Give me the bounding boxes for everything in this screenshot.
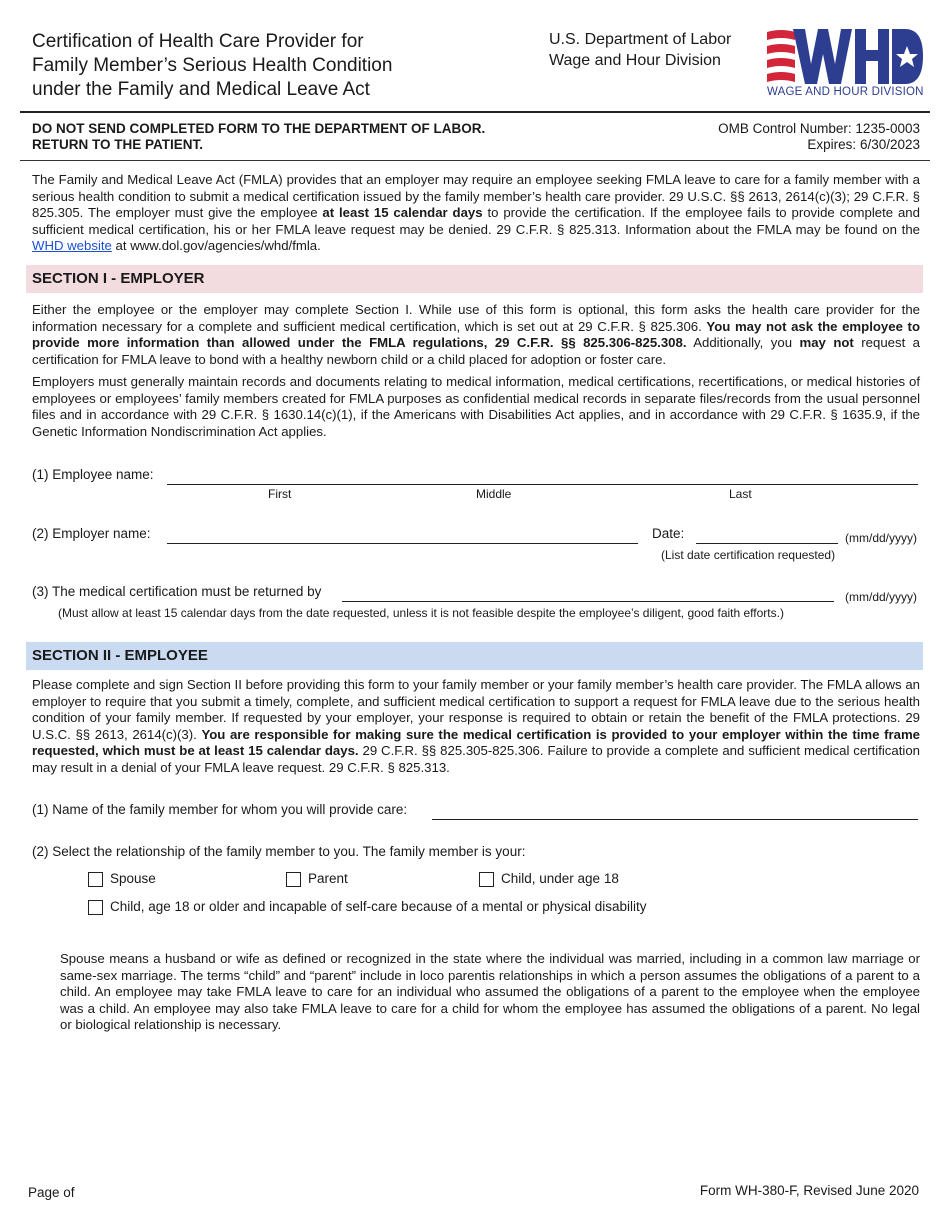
section-2-paragraph <box>32 677 920 777</box>
employer-name-input[interactable] <box>167 543 638 544</box>
intro-text-1: The Family and Medical Leave Act (FMLA) provides that an employer may require an employee seeking FMLA leave to care for a family member with a serious health condition to submit a medical certification issued by the family member’s health care provider. 29 U.S.C. §§ 2613, 2614(c)(3); 29 C.F.R. § 825.305. The employer must give the employee <box>32 172 920 221</box>
s1-text-a: Either the employee or the employer may complete Section I. While use of this form is optional, this form asks the health care provider for the information necessary for a complete and sufficient medical certification, which is set out at 29 C.F.R. § 825.306. <box>32 302 920 334</box>
intro-text-3: at www.dol.gov/agencies/whd/fmla. <box>111 238 321 254</box>
form-title-line-1: Certification of Health Care Provider for <box>32 31 364 52</box>
form-title-line-3: under the Family and Medical Leave Act <box>32 79 370 100</box>
child-18-plus-checkbox[interactable] <box>88 900 103 915</box>
section-1-paragraph-2: Employers must generally maintain records and documents relating to medical information, medical certifications, recertifications, or medical histories of employees or employees’ family members created for FMLA purposes as confidential medical records in separate files/records from the usual personnel files and in accordance with 29 C.F.R. § 1630.14(c)(1), if the Americans with Disabilities Act applies, and in accordance with 29 C.F.R. § 1635.9, if the Genetic Information Nondiscrimination Act applies. <box>32 374 920 439</box>
name-last-caption: Last <box>729 487 752 501</box>
name-middle-caption: Middle <box>476 487 512 501</box>
notice-divider <box>20 160 930 161</box>
s2-text-a: Please complete and sign Section II before providing this form to your family member or your family member’s health care provider. The FMLA allows an employer to require that you submit a timely, complete, and sufficient medical certification to support a request for FMLA leave due to the serious health condition of your family member. If requested by your employer, your response is required to obtain or retain the benefit of the FMLA protections. 29 U.S.C. §§ 2613, 2614(c)(3). <box>32 677 920 742</box>
child-18-plus-option-label: Child, age 18 or older and incapable of self-care because of a mental or physical disability <box>110 899 647 914</box>
whd-website-link[interactable]: WHD website <box>32 238 112 254</box>
s1-bold-d: may not <box>799 335 854 351</box>
whd-logo <box>765 26 925 102</box>
s1-text-e: request a certification for FMLA leave to bond with a healthy newborn child or a child placed for adoption or foster care. <box>32 335 921 367</box>
child-under-18-checkbox[interactable] <box>479 872 494 887</box>
notice-line-1: DO NOT SEND COMPLETED FORM TO THE DEPARTMENT OF LABOR. <box>32 121 486 136</box>
header-divider <box>20 111 930 113</box>
agency-name: U.S. Department of Labor <box>549 31 732 48</box>
name-first-caption: First <box>268 487 292 501</box>
date-requested-input[interactable] <box>696 543 838 544</box>
employee-name-input[interactable] <box>167 484 918 485</box>
s1-bold-b: You may not ask the employee to provide more information than allowed under the FMLA regulations, 29 C.F.R. §§ 825.306-825.308. <box>32 318 920 351</box>
parent-option-label: Parent <box>308 871 348 886</box>
logo-caption: WAGE AND HOUR DIVISION <box>767 86 924 98</box>
date-requested-note: (List date certification requested) <box>661 548 836 562</box>
return-by-label: (3) The medical certification must be returned by <box>32 584 322 599</box>
intro-paragraph <box>32 172 920 255</box>
relationship-label: (2) Select the relationship of the family member to you. The family member is your: <box>32 844 526 859</box>
spouse-checkbox[interactable] <box>88 872 103 887</box>
form-title-line-2: Family Member’s Serious Health Condition <box>32 55 393 76</box>
date-label: Date: <box>652 526 685 541</box>
employee-name-label: (1) Employee name: <box>32 467 154 482</box>
notice-line-2: RETURN TO THE PATIENT. <box>32 137 204 152</box>
s1-text-c: Additionally, you <box>686 335 800 351</box>
child-under-18-option-label: Child, under age 18 <box>501 871 619 886</box>
spouse-option-label: Spouse <box>110 871 156 886</box>
section-1-paragraph-1 <box>32 302 920 368</box>
family-member-name-input[interactable] <box>432 819 918 820</box>
return-by-note: (Must allow at least 15 calendar days from the date requested, unless it is not feasible despite the employee’s diligent, good faith efforts.) <box>58 606 784 620</box>
agency-division: Wage and Hour Division <box>549 52 721 69</box>
family-member-name-label: (1) Name of the family member for whom you will provide care: <box>32 802 408 817</box>
employer-name-label: (2) Employer name: <box>32 526 151 541</box>
return-by-date-input[interactable] <box>342 601 834 602</box>
expiration-date: Expires: 6/30/2023 <box>807 137 920 152</box>
page-number: Page of <box>28 1185 75 1200</box>
parent-checkbox[interactable] <box>286 872 301 887</box>
s2-text-c: 29 C.F.R. §§ 825.305-825.306. Failure to provide a complete and sufficient medical certification may result in a denial of your FMLA leave request. 29 C.F.R. § 825.313. <box>32 743 920 775</box>
date-format-hint: (mm/dd/yyyy) <box>845 531 917 545</box>
intro-text-2: to provide the certification. If the employee fails to provide complete and sufficient medical certification, his or her FMLA leave request may be denied. 29 C.F.R. § 825.313. Information about the FMLA may be found on the <box>32 205 920 237</box>
relationship-definition: Spouse means a husband or wife as defined or recognized in the state where the individual was married, including in a common law marriage or same-sex marriage. The terms “child” and “parent” include in loco parentis relationships in which a person assumes the obligations of a parent to a child. An employee may take FMLA leave to care for an individual who assumed the obligations of a parent to the employee when the employee was a child. An employee may also take FMLA leave to care for a child for whom the employee has assumed the obligations of a parent. No legal or biological relationship is necessary. <box>60 951 920 1033</box>
omb-control-number: OMB Control Number: 1235-0003 <box>718 121 920 136</box>
section-2-header: SECTION II - EMPLOYEE <box>26 642 923 670</box>
s2-bold-b: You are responsible for making sure the medical certification is provided to your employer within the time frame requested, which must be at least 15 calendar days. <box>32 726 920 759</box>
form-identifier: Form WH-380-F, Revised June 2020 <box>699 1183 919 1198</box>
section-1-header: SECTION I - EMPLOYER <box>26 265 923 293</box>
return-date-format-hint: (mm/dd/yyyy) <box>845 590 917 604</box>
intro-bold-text: at least 15 calendar days <box>322 205 483 221</box>
